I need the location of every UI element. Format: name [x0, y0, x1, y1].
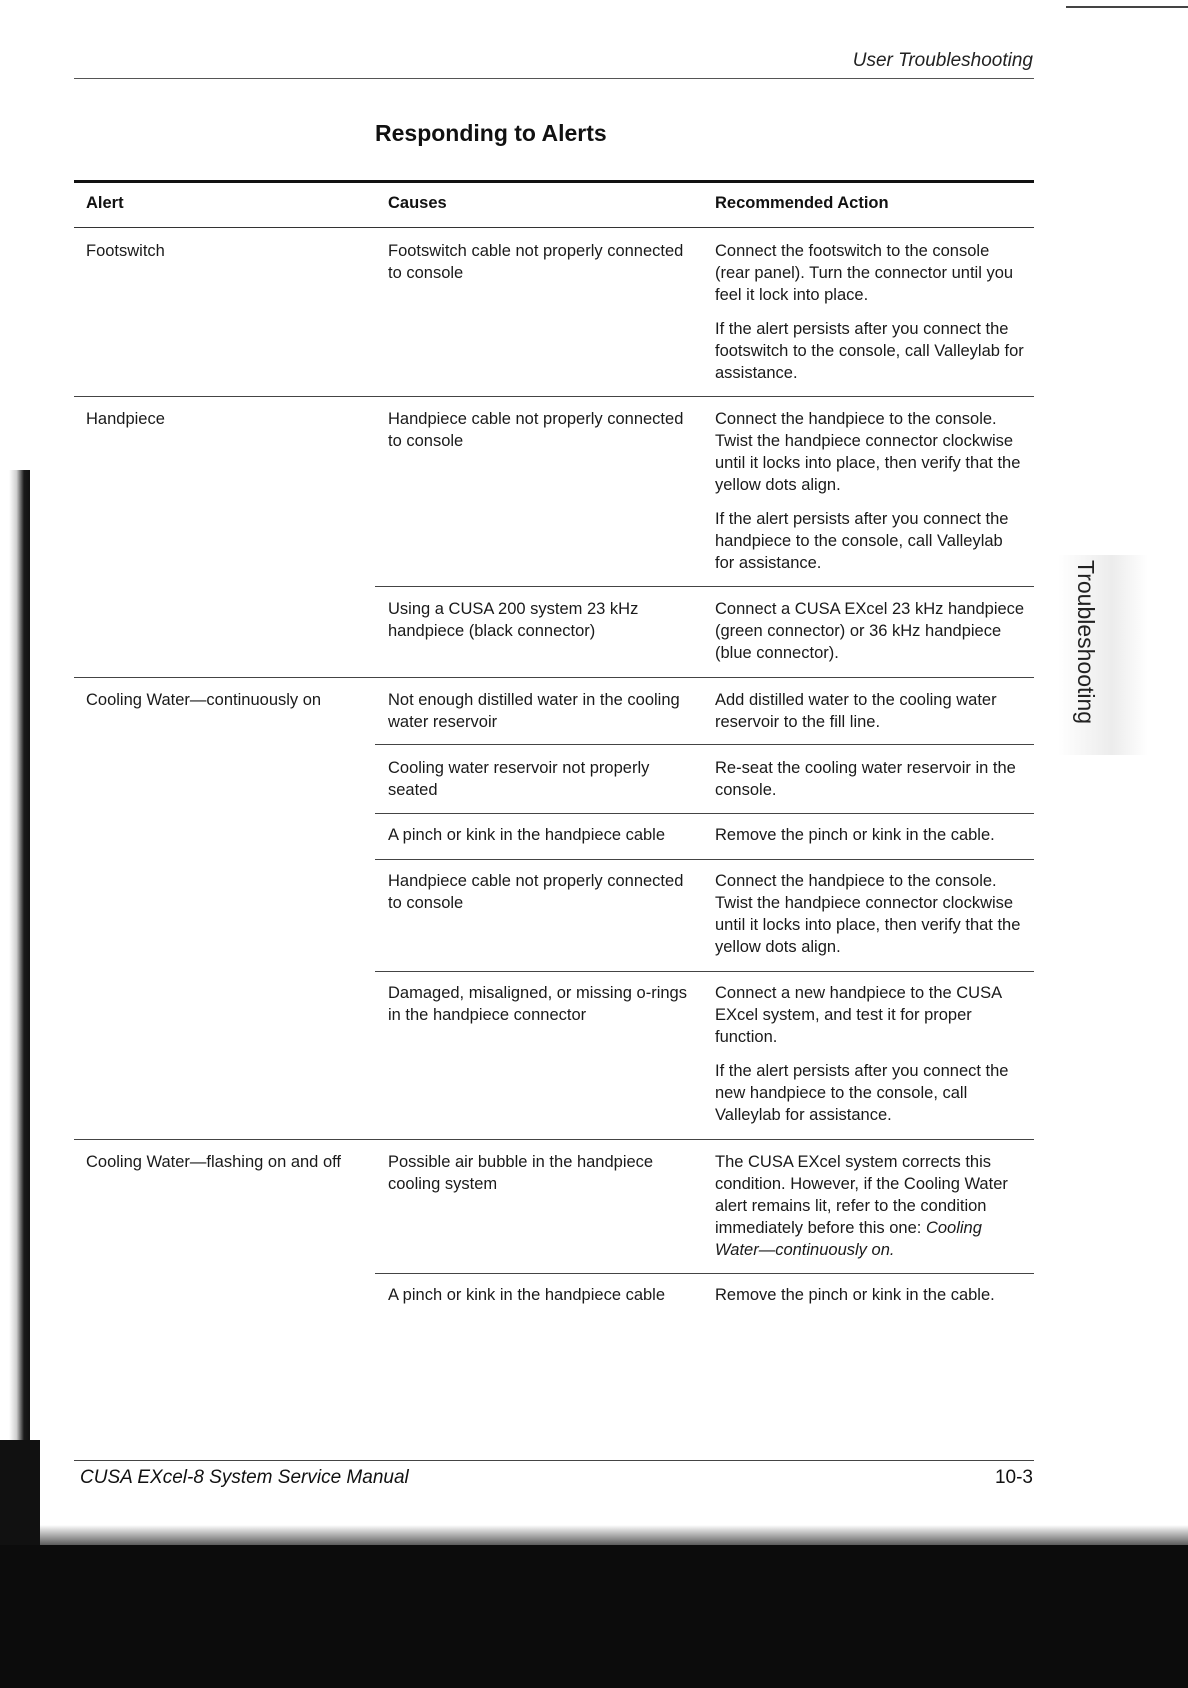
page-title: Responding to Alerts	[375, 120, 607, 146]
cause-cell: Not enough distilled water in the cooling water reservoir	[388, 691, 680, 731]
sub-row-divider	[375, 859, 1034, 860]
header-rule-bottom	[74, 227, 1034, 228]
action-cell: Remove the pinch or kink in the cable.	[715, 826, 995, 844]
action-cross-reference: Cooling Water—continuously on.	[715, 1219, 982, 1259]
sub-row-divider	[375, 813, 1034, 814]
action-cell: Connect a new handpiece to the CUSA EXcel system, and test it for proper function.	[715, 984, 1002, 1046]
action-cell: Connect the footswitch to the console (rear panel). Turn the connector until you feel it lock into place.	[715, 242, 1014, 304]
action-text: The CUSA EXcel system corrects this condition. However, if the Cooling Water alert remains lit, refer to the condition immediately before this one:	[715, 1153, 1008, 1237]
sub-row-divider	[375, 586, 1034, 587]
row-divider	[74, 677, 1034, 678]
action-cell-followup: If the alert persists after you connect the new handpiece to the console, call Valleylab for assistance.	[715, 1062, 1009, 1124]
header-rule	[74, 78, 1034, 79]
row-divider	[74, 396, 1034, 397]
action-cell: Add distilled water to the cooling water reservoir to the fill line.	[715, 691, 997, 731]
alert-cooling-water-continuous: Cooling Water—continuously on	[86, 691, 322, 709]
scan-bottom-shadow	[0, 1545, 1188, 1688]
action-cell: Connect a CUSA EXcel 23 kHz handpiece (green connector) or 36 kHz handpiece (blue connector).	[715, 600, 1025, 662]
action-cell-followup: If the alert persists after you connect the handpiece to the console, call Valleylab for assistance.	[715, 510, 1009, 572]
table-top-rule	[74, 180, 1034, 183]
cause-cell: Using a CUSA 200 system 23 kHz handpiece (black connector)	[388, 600, 639, 640]
footer-rule	[74, 1460, 1034, 1461]
cause-cell: Cooling water reservoir not properly seated	[388, 759, 650, 799]
action-cell: Re-seat the cooling water reservoir in the console.	[715, 759, 1016, 799]
scan-corner-line	[1066, 6, 1188, 8]
cause-cell: A pinch or kink in the handpiece cable	[388, 1286, 666, 1304]
action-cell: Connect the handpiece to the console. Twist the handpiece connector clockwise until it locks into place, then verify that the yellow dots align.	[715, 872, 1021, 956]
table-header	[74, 194, 1034, 218]
cause-cell: A pinch or kink in the handpiece cable	[388, 826, 666, 844]
sub-row-divider	[375, 1273, 1034, 1274]
alert-footswitch: Footswitch	[86, 242, 165, 260]
action-cell-followup: If the alert persists after you connect the footswitch to the console, call Valleylab for assistance.	[715, 320, 1024, 382]
cause-cell: Damaged, misaligned, or missing o-rings in the handpiece connector	[388, 984, 687, 1024]
running-header: User Troubleshooting	[852, 50, 1033, 71]
column-header-action: Recommended Action	[715, 194, 889, 212]
alert-handpiece: Handpiece	[86, 410, 165, 428]
cause-cell: Handpiece cable not properly connected to console	[388, 410, 684, 450]
column-header-causes: Causes	[388, 194, 447, 212]
action-cell: Remove the pinch or kink in the cable.	[715, 1286, 995, 1304]
section-thumb-tab-label: Troubleshooting	[1073, 560, 1099, 725]
cause-cell: Footswitch cable not properly connected to console	[388, 242, 684, 282]
footer-manual-title: CUSA EXcel-8 System Service Manual	[80, 1467, 409, 1488]
row-divider	[74, 1139, 1034, 1140]
footer-page-number: 10-3	[994, 1467, 1033, 1488]
action-cell	[715, 1151, 1025, 1261]
cause-cell: Possible air bubble in the handpiece cooling system	[388, 1153, 654, 1193]
column-header-alert: Alert	[86, 194, 124, 212]
sub-row-divider	[375, 744, 1034, 745]
action-cell: Connect the handpiece to the console. Twist the handpiece connector clockwise until it locks into place, then verify that the yellow dots align.	[715, 410, 1021, 494]
cause-cell: Handpiece cable not properly connected to console	[388, 872, 684, 912]
sub-row-divider	[375, 971, 1034, 972]
alert-cooling-water-flashing: Cooling Water—flashing on and off	[86, 1153, 341, 1171]
